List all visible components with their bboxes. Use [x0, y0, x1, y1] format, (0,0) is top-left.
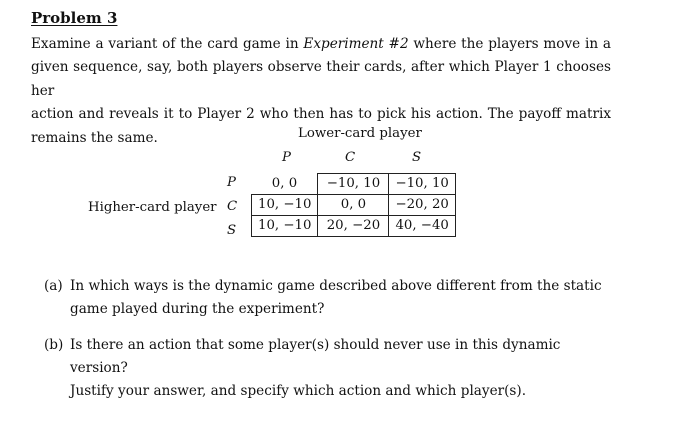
matrix-cell: 10, −10 — [252, 195, 318, 216]
experiment-reference: Experiment #2 — [303, 36, 409, 52]
intro-line-1-end: where the players move in a — [408, 36, 611, 52]
intro-line-2: given sequence, say, both players observe their cards, after which Player 1 chooses her — [31, 59, 611, 99]
matrix-cell: 0, 0 — [318, 195, 389, 216]
intro-line-4: remains the same. — [31, 129, 158, 146]
question-a — [44, 275, 610, 321]
question-b-label: (b) — [44, 337, 64, 353]
matrix-cell: −10, 10 — [389, 174, 455, 195]
question-b — [44, 334, 610, 403]
intro-line-1 — [31, 33, 611, 56]
column-strategy-s: S — [412, 150, 422, 165]
question-a-line-2: game played during the experiment? — [70, 301, 325, 317]
row-strategy-p: P — [227, 175, 236, 190]
intro-line-3: action and reveals it to Player 2 who then has to pick his action. The payoff matrix — [31, 106, 611, 123]
row-strategy-c: C — [227, 199, 238, 214]
intro-line-1-start: Examine a variant of the card game in — [31, 36, 304, 52]
matrix-cell: 20, −20 — [318, 216, 389, 237]
matrix-cell: −20, 20 — [389, 195, 455, 216]
column-strategy-p: P — [282, 150, 291, 165]
row-strategy-s: S — [227, 223, 237, 238]
row-player-label: Higher-card player — [88, 200, 217, 215]
payoff-matrix — [251, 173, 456, 237]
matrix-row-p — [252, 174, 456, 195]
matrix-cell: −10, 10 — [318, 174, 389, 195]
question-b-line-1: Is there an action that some player(s) should never use in this dynamic version? — [70, 337, 561, 376]
question-a-label: (a) — [44, 278, 63, 294]
question-a-line-1: In which ways is the dynamic game described above different from the static — [70, 278, 602, 294]
question-b-line-2: Justify your answer, and specify which action and which player(s). — [70, 383, 527, 399]
column-player-label: Lower-card player — [298, 126, 422, 141]
matrix-row-c — [252, 195, 456, 216]
matrix-cell: 10, −10 — [252, 216, 318, 237]
matrix-row-s — [252, 216, 456, 237]
column-strategy-c: C — [345, 150, 356, 165]
matrix-cell: 0, 0 — [252, 174, 318, 195]
matrix-cell: 40, −40 — [389, 216, 455, 237]
problem-title: Problem 3 — [31, 9, 118, 27]
